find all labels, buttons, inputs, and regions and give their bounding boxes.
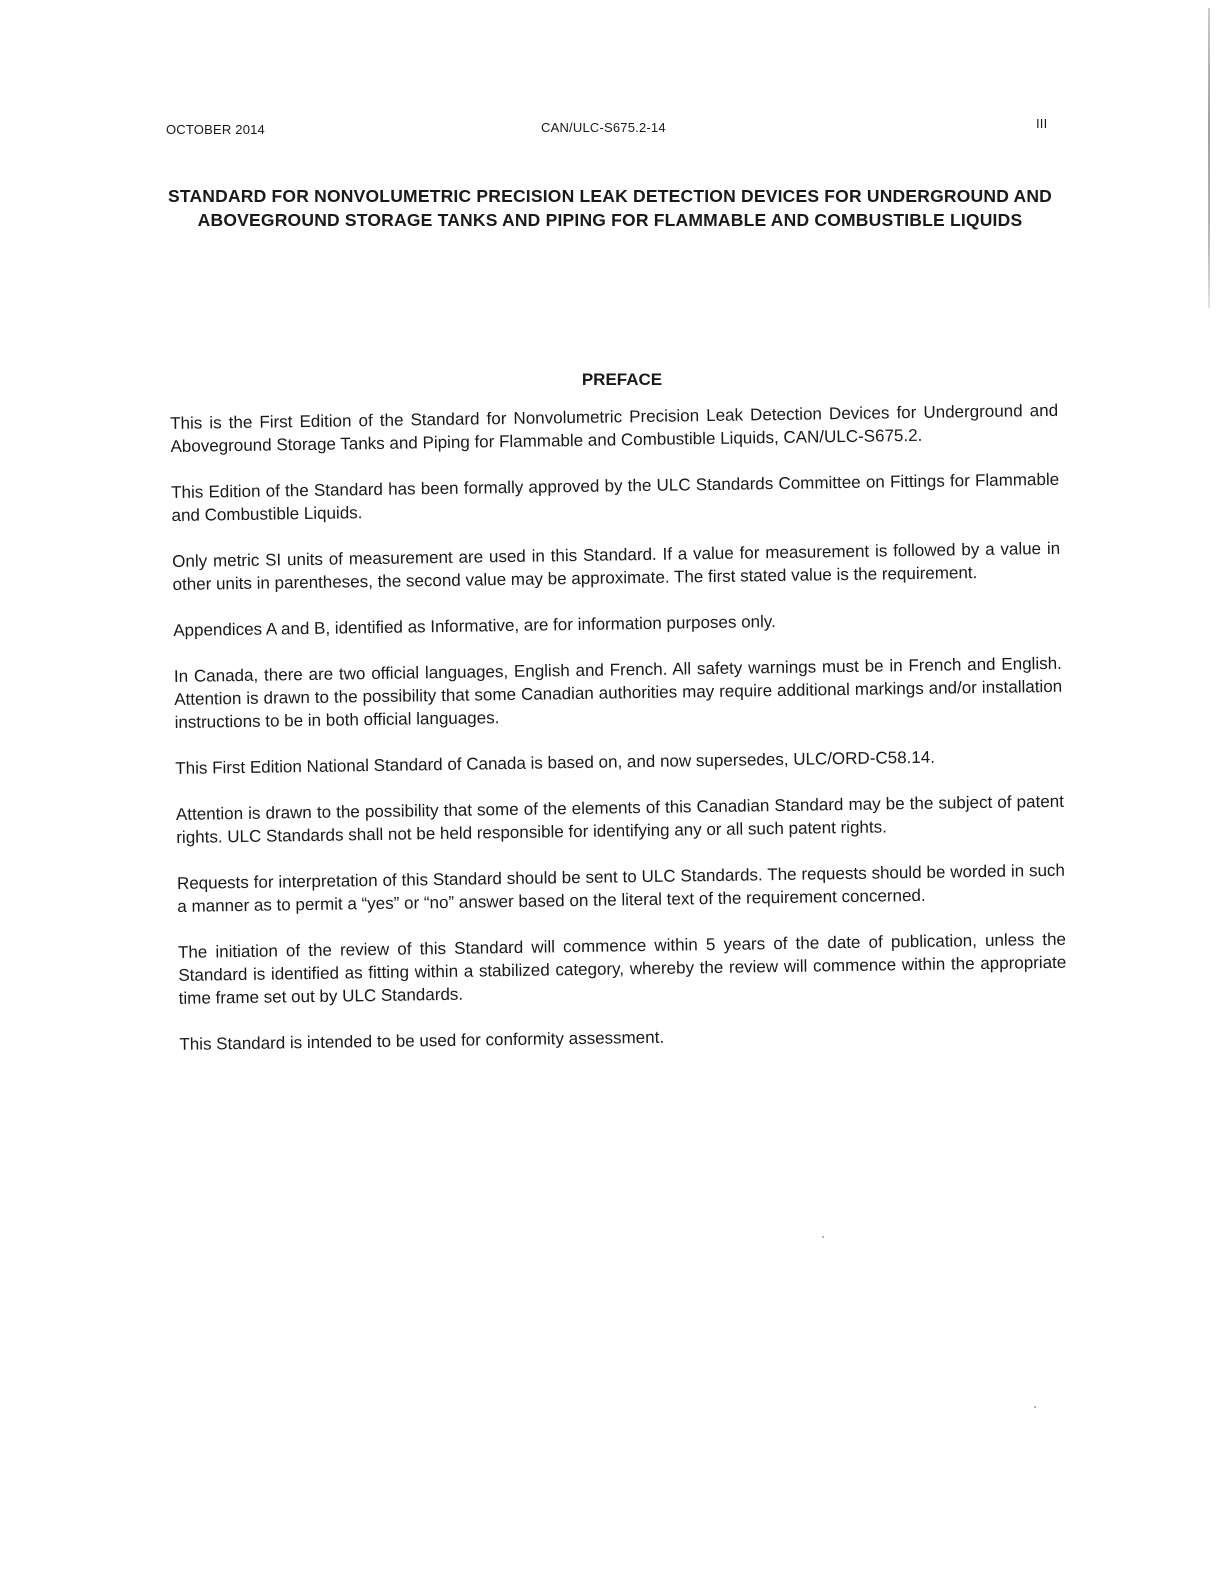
header-page-number: III <box>1036 116 1048 131</box>
document-title: STANDARD FOR NONVOLUMETRIC PRECISION LEAK DETECTION DEVICES FOR UNDERGROUND AND ABOVEGROUND STORAGE TANKS AND PIPING FOR FLAMMABLE AND COMBUSTIBLE LIQUIDS <box>167 186 1052 230</box>
header-date: OCTOBER 2014 <box>166 122 265 137</box>
paragraph: Appendices A and B, identified as Informative, are for information purposes only. <box>173 612 776 640</box>
preface-body <box>170 399 1067 1056</box>
scan-edge-artifact <box>1208 8 1210 308</box>
paragraph: This Edition of the Standard has been formally approved by the ULC Standards Committee on Fittings for Flammable and Combustible Liquids. <box>171 469 1060 525</box>
scan-speck <box>1034 1406 1036 1408</box>
header-standard-code: CAN/ULC-S675.2-14 <box>541 120 666 135</box>
paragraph: This is the First Edition of the Standard for Nonvolumetric Precision Leak Detection Devices for Underground and Aboveground Storage Tanks and Piping for Flammable and Combustible Liquids, CAN/ULC-S675.2. <box>170 400 1059 456</box>
paragraph: The initiation of the review of this Standard will commence within 5 years of the date of publication, unless the Standard is identified as fitting within a stabilized category, whereby the review will commence within the appropriate time frame set out by ULC Standards. <box>177 929 1067 1008</box>
scan-speck <box>822 1236 824 1238</box>
section-heading: PREFACE <box>581 370 663 389</box>
paragraph: Requests for interpretation of this Standard should be sent to ULC Standards. The requests should be worded in such a manner as to permit a “yes” or “no” answer based on the literal text of the requirement concerned. <box>176 860 1066 916</box>
paragraph: This First Edition National Standard of Canada is based on, and now supersedes, ULC/ORD-C58.14. <box>175 747 936 778</box>
paragraph: Attention is drawn to the possibility that some of the elements of this Canadian Standard may be the subject of patent rights. ULC Standards shall not be held responsible for identifying any or all such patent rights. <box>175 791 1065 847</box>
paragraph: Only metric SI units of measurement are used in this Standard. If a value for measurement is followed by a value in other units in parentheses, the second value may be approximate. The first stated value is the requirement. <box>172 538 1061 594</box>
paragraph: This Standard is intended to be used for conformity assessment. <box>179 1027 665 1054</box>
paragraph: In Canada, there are two official languages, English and French. All safety warnings must be in French and English. Attention is drawn to the possibility that some Canadian authorities may require additional markings and/or installation instructions to be in both official languages. <box>173 653 1063 732</box>
